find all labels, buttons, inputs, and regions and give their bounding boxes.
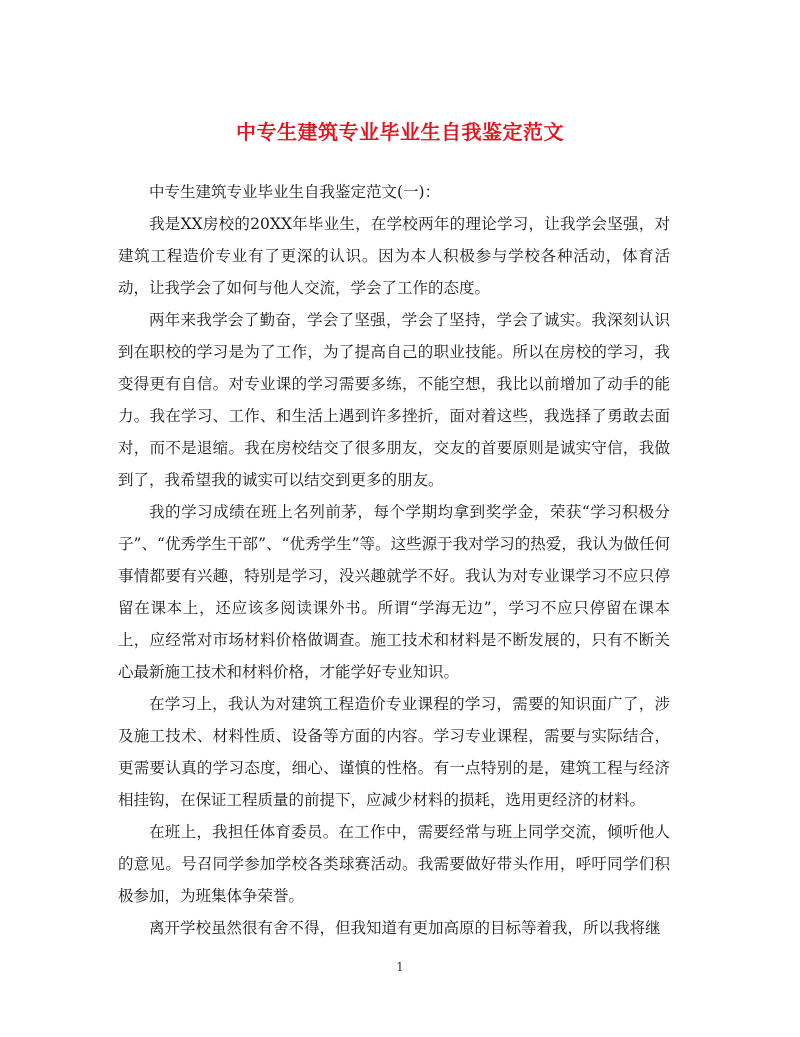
page-number: 1 [396,960,404,974]
paragraph: 我是XX房校的20XX年毕业生，在学校两年的理论学习，让我学会坚强，对建筑工程造价专业有了更深的认识。因为本人积极参与学校各种活动，体育活动，让我学会了如何与他人交流，学会了工作的态度。 [118,215,670,297]
paragraph: 两年来我学会了勤奋，学会了坚强，学会了坚持，学会了诚实。我深刻认识到在职校的学习是为了工作，为了提高自己的职业技能。所以在房校的学习，我变得更有自信。对专业课的学习需要多练，不能空想，我比以前增加了动手的能力。我在学习、工作、和生活上遇到许多挫折，面对着这些，我选择了勇敢去面对，而不是退缩。我在房校结交了很多朋友，交友的首要原则是诚实守信，我做到了，我希望我的诚实可以结交到更多的朋友。 [118,311,670,489]
section-heading: 中专生建筑专业毕业生自我鉴定范文(一)： [149,183,441,201]
paragraph: 在学习上，我认为对建筑工程造价专业课程的学习，需要的知识面广了，涉及施工技术、材料性质、设备等方面的内容。学习专业课程，需要与实际结合，更需要认真的学习态度，细心、谨慎的性格。有一点特别的是，建筑工程与经济相挂钩，在保证工程质量的前提下，应减少材料的损耗，选用更经济的材料。 [118,695,670,809]
document-body [118,176,670,944]
document-title: 中专生建筑专业毕业生自我鉴定范文 [236,120,564,144]
paragraph: 离开学校虽然很有舍不得，但我知道有更加高原的目标等着我，所以我将继 [149,919,661,937]
paragraph: 我的学习成绩在班上名列前茅，每个学期均拿到奖学金，荣获“学习积极分子”、“优秀学生干部”、“优秀学生”等。这些源于我对学习的热爱，我认为做任何事情都要有兴趣，特别是学习，没兴趣就学不好。我认为对专业课学习不应只停留在课本上，还应该多阅读课外书。所谓“学海无边”，学习不应只停留在课本上，应经常对市场材料价格做调查。施工技术和材料是不断发展的，只有不断关心最新施工技术和材料价格，才能学好专业知识。 [118,503,670,681]
paragraph: 在班上，我担任体育委员。在工作中，需要经常与班上同学交流，倾听他人的意见。号召同学参加学校各类球赛活动。我需要做好带头作用，呼吁同学们积极参加，为班集体争荣誉。 [118,823,670,905]
